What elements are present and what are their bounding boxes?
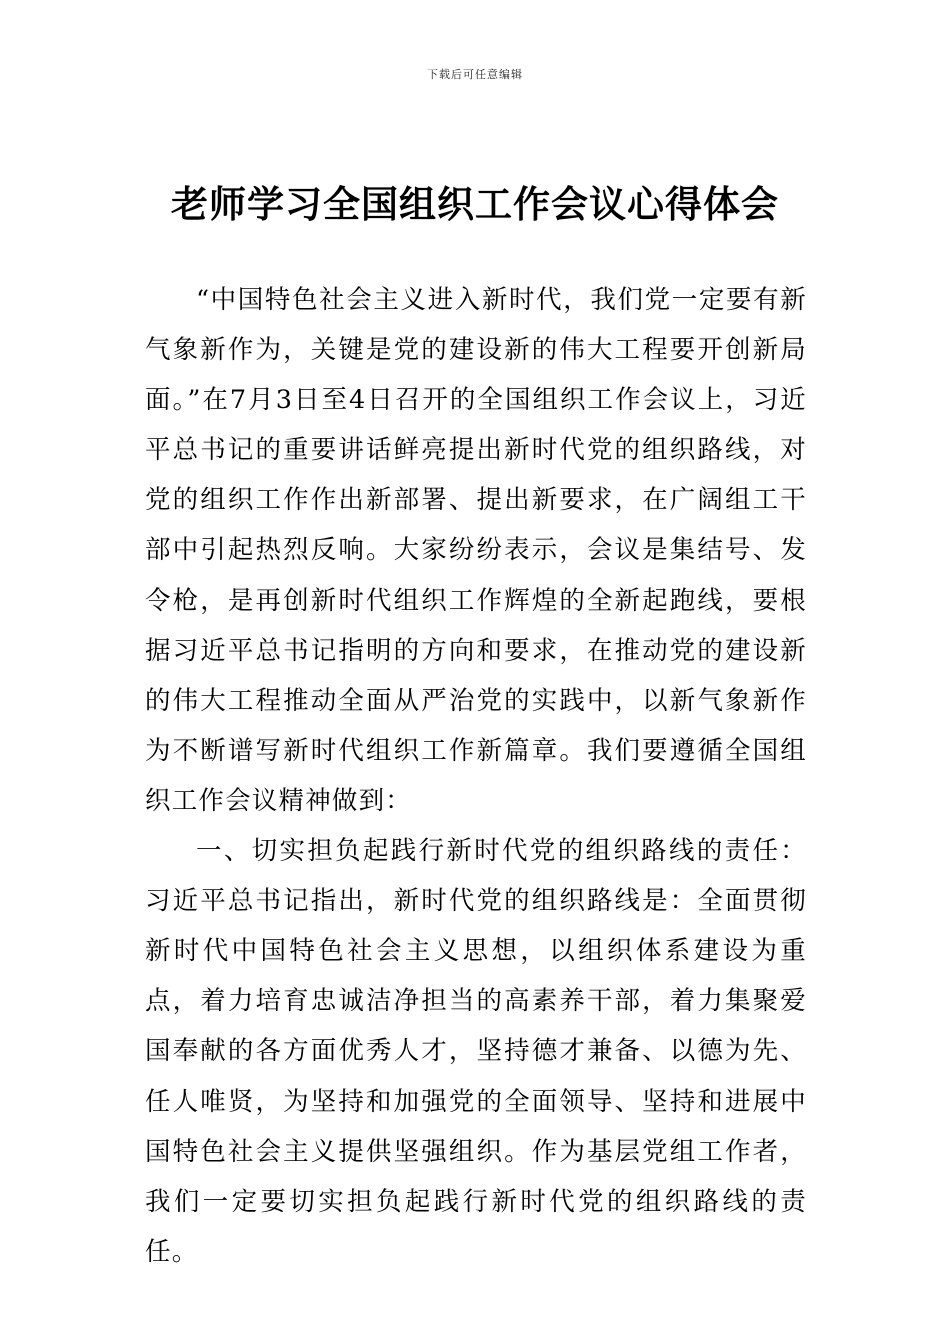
document-body <box>145 275 807 1277</box>
body-paragraph: 一、切实担负起践行新时代党的组织路线的责任：习近平总书记指出，新时代党的组织路线是：全面贯彻新时代中国特色社会主义思想，以组织体系建设为重点，着力培育忠诚洁净担当的高素养干部，着力集聚爱国奉献的各方面优秀人才，坚持德才兼备、以德为先、任人唯贤，为坚持和加强党的全面领导、坚持和进展中国特色社会主义提供坚强组织。作为基层党组工作者，我们一定要切实担负起践行新时代党的组织路线的责任。 <box>145 836 807 1267</box>
document-title: 老师学习全国组织工作会议心得体会 <box>171 182 779 226</box>
header-note: 下载后可任意编辑 <box>427 68 523 81</box>
body-paragraph: “中国特色社会主义进入新时代，我们党一定要有新气象新作为，关键是党的建设新的伟大工程要开创新局面。”在7月3日至4日召开的全国组织工作会议上，习近平总书记的重要讲话鲜亮提出新时代党的组织路线，对党的组织工作作出新部署、提出新要求，在广阔组工干部中引起热烈反响。大家纷纷表示，会议是集结号、发令枪，是再创新时代组织工作辉煌的全新起跑线，要根据习近平总书记指明的方向和要求，在推动党的建设新的伟大工程推动全面从严治党的实践中，以新气象新作为不断谱写新时代组织工作新篇章。我们要遵循全国组织工作会议精神做到： <box>145 285 807 816</box>
